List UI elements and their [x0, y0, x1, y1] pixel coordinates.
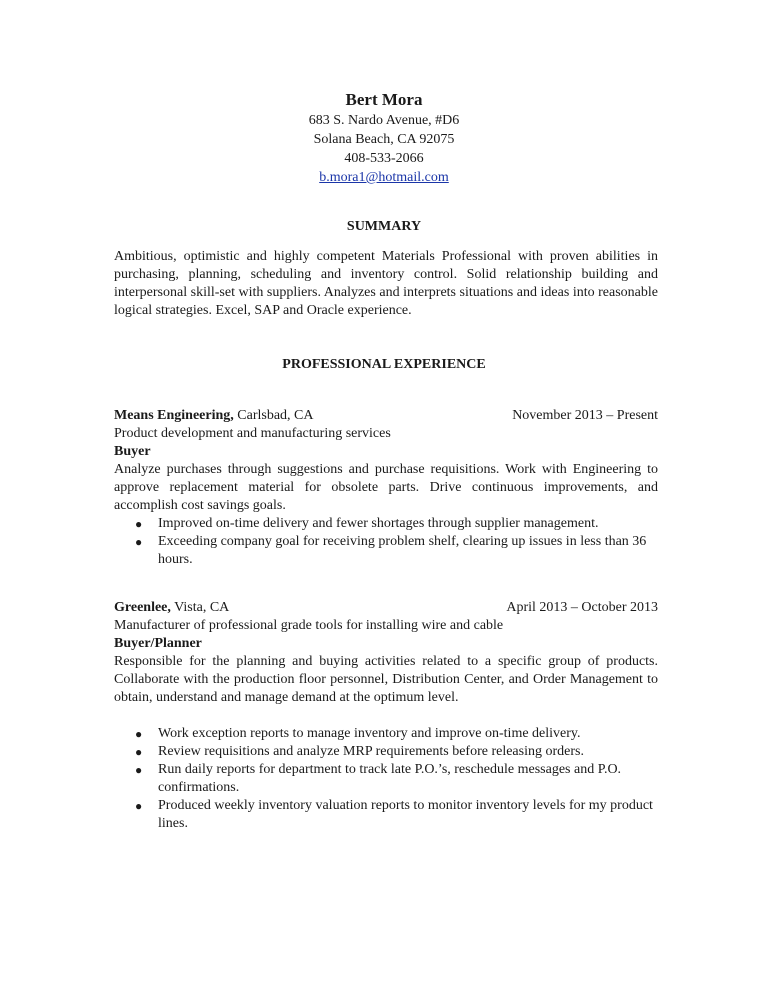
- job-means-engineering: [114, 407, 658, 569]
- job-dates: April 2013 – October 2013: [506, 600, 658, 615]
- list-item: ● Produced weekly inventory valuation reports to monitor inventory levels for my product lines.: [135, 798, 653, 831]
- company-description: Product development and manufacturing services: [114, 426, 391, 441]
- contact-header: [0, 89, 768, 187]
- bullet-icon: ●: [135, 727, 143, 741]
- summary-text: Ambitious, optimistic and highly competent Materials Professional with proven abilities in purchasing, planning, scheduling and inventory control. Solid relationship building and interpersonal skill-set with suppliers. Analyzes and interprets situations and ideas into reasonable logical strategies. Excel, SAP and Oracle experience.: [114, 249, 658, 318]
- company-location: Vista, CA: [170, 600, 230, 615]
- address-line-2: Solana Beach, CA 92075: [313, 132, 455, 147]
- list-item: ● Exceeding company goal for receiving problem shelf, clearing up issues in less than 36 hours.: [135, 534, 647, 567]
- company-name: Means Engineering,: [114, 408, 234, 423]
- company-location: Carlsbad, CA: [233, 408, 314, 423]
- phone-number: 408-533-2066: [344, 151, 424, 166]
- job-summary: Analyze purchases through suggestions and purchase requisitions. Work with Engineering to approve replacement material for obsolete parts. Drive continuous improvements, and accomplish cost savings goals.: [114, 462, 658, 513]
- list-item: ● Run daily reports for department to track late P.O.’s, reschedule messages and P.O. confirmations.: [135, 762, 622, 795]
- list-item: ● Review requisitions and analyze MRP requirements before releasing orders.: [135, 744, 584, 759]
- bullet-icon: ●: [135, 745, 143, 759]
- job-greenlee: [114, 599, 658, 833]
- job-summary: Responsible for the planning and buying activities related to a specific group of products. Collaborate with the production floor personnel, Distribution Center, and Order Management to obtain, understand and manage demand at the optimum level.: [114, 654, 658, 705]
- candidate-name: Bert Mora: [345, 90, 423, 109]
- job-bullets: [114, 725, 658, 833]
- job-header-row: [114, 599, 658, 617]
- job-header-row: [114, 407, 658, 425]
- bullet-icon: ●: [135, 763, 143, 777]
- list-item: ● Work exception reports to manage inventory and improve on-time delivery.: [135, 726, 581, 741]
- address-line-1: 683 S. Nardo Avenue, #D6: [308, 113, 460, 128]
- job-role: Buyer/Planner: [114, 636, 202, 651]
- bullet-icon: ●: [135, 535, 143, 549]
- job-role: Buyer: [114, 444, 151, 459]
- email-link[interactable]: b.mora1@hotmail.com: [319, 170, 449, 185]
- summary-heading: SUMMARY: [346, 219, 422, 234]
- experience-heading: PROFESSIONAL EXPERIENCE: [282, 357, 486, 372]
- list-item: ● Improved on-time delivery and fewer shortages through supplier management.: [135, 516, 599, 531]
- company-name: Greenlee,: [114, 600, 171, 615]
- job-dates: November 2013 – Present: [512, 408, 658, 423]
- summary-block: [114, 248, 658, 320]
- bullet-icon: ●: [135, 517, 143, 531]
- job-bullets: [114, 515, 658, 569]
- company-description: Manufacturer of professional grade tools for installing wire and cable: [114, 618, 504, 633]
- bullet-icon: ●: [135, 799, 143, 813]
